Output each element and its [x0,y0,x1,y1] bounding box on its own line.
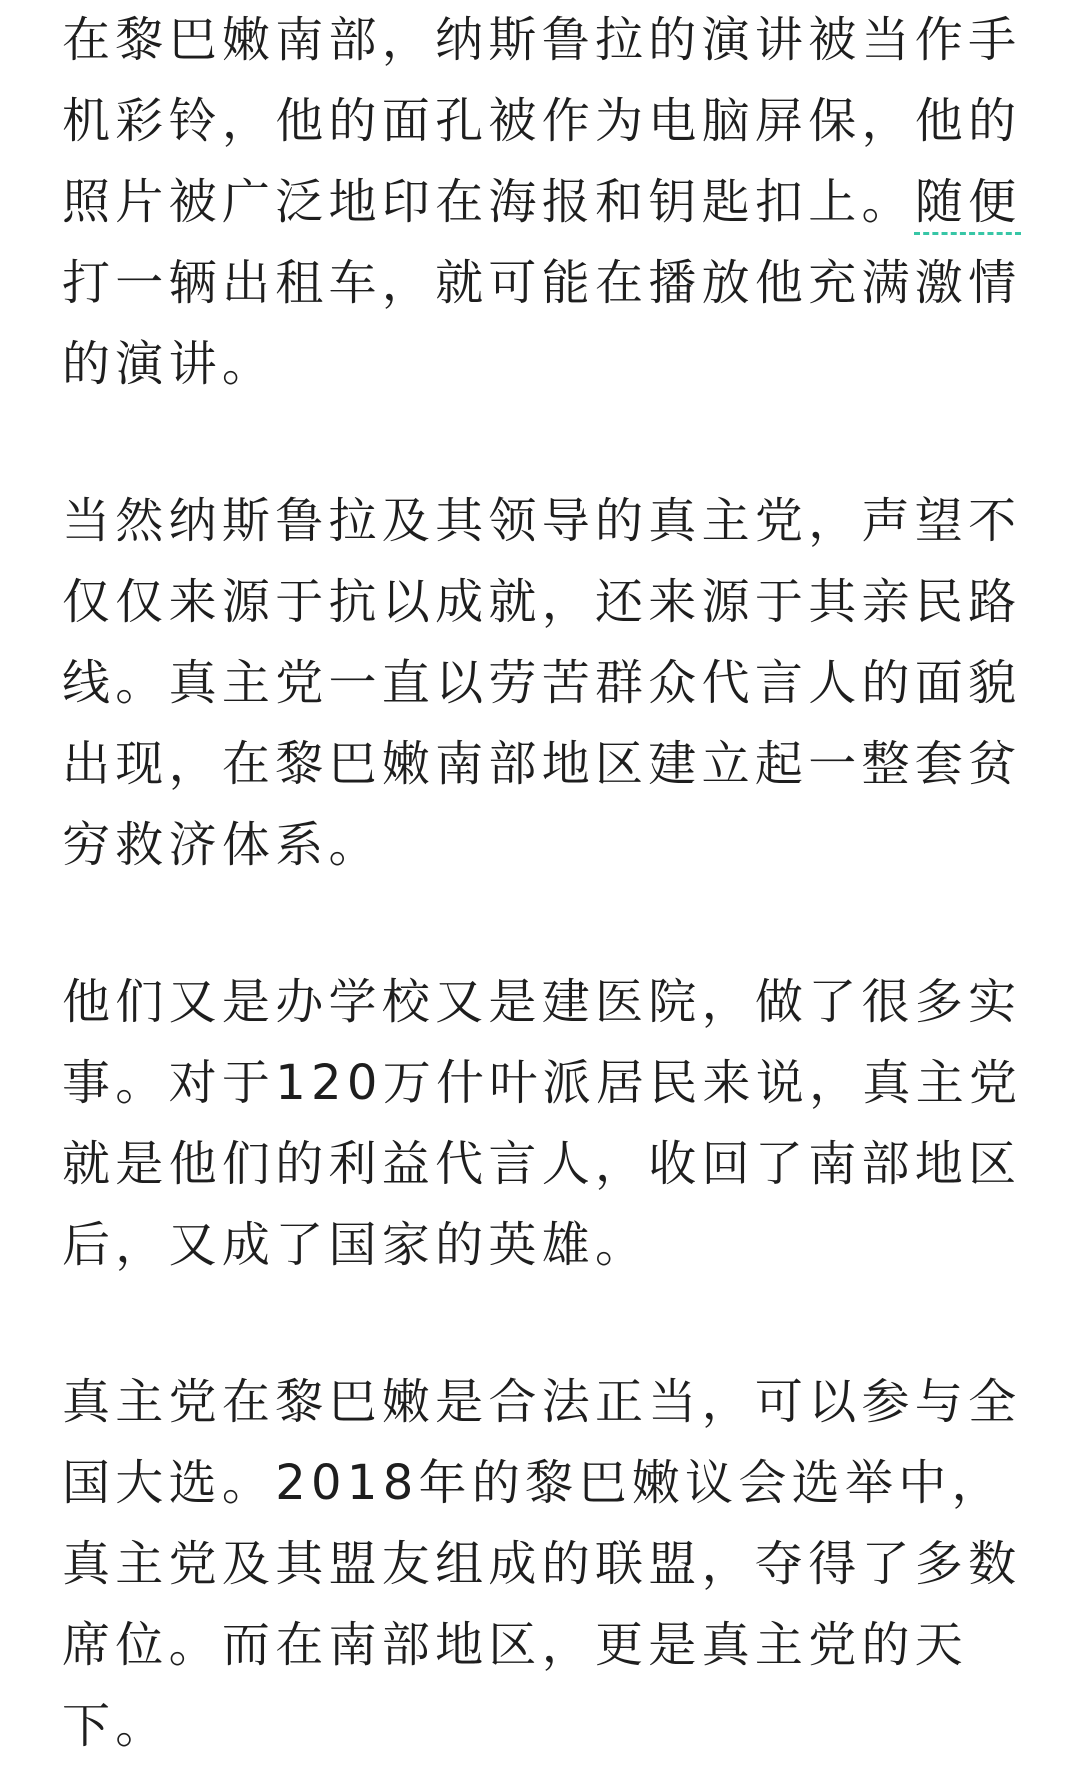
paragraph-line: 后，又成了国家的英雄。 [62,1217,649,1273]
paragraph-4 [62,1362,1022,1767]
paragraph-gap [62,405,1022,481]
paragraph-2 [62,481,1022,886]
paragraph-line: 真主党及其盟友组成的联盟，夺得了多数 [62,1536,1022,1592]
paragraph-1 [62,0,1022,405]
paragraph-line: 他们又是办学校又是建医院，做了很多实 [62,974,1022,1030]
paragraph-line: 真主党在黎巴嫩是合法正当，可以参与全 [62,1374,1022,1430]
paragraph-line: 席位。而在南部地区，更是真主党的天 [62,1617,969,1673]
paragraph-line: 当然纳斯鲁拉及其领导的真主党，声望不 [62,493,1022,549]
paragraph-line: 国大选。2018年的黎巴嫩议会选举中， [62,1455,1005,1511]
paragraph-line: 的演讲。 [62,336,276,392]
paragraph-3 [62,962,1022,1286]
paragraph-line: 打一辆出租车，就可能在播放他充满激情 [62,255,1022,311]
paragraph-line: 出现，在黎巴嫩南部地区建立起一整套贫 [62,736,1022,792]
paragraph-line: 就是他们的利益代言人，收回了南部地区 [62,1136,1022,1192]
paragraph-line: 机彩铃，他的面孔被作为电脑屏保，他的 [62,93,1022,149]
paragraph-line: 穷救济体系。 [62,817,382,873]
paragraph-line: 在黎巴嫩南部，纳斯鲁拉的演讲被当作手 [62,12,1022,68]
paragraph-line [62,162,1022,243]
highlighted-keyword-link[interactable]: 随便 [914,174,1022,230]
paragraph-line: 仅仅来源于抗以成就，还来源于其亲民路 [62,574,1022,630]
paragraph-gap [62,1286,1022,1362]
paragraph-line: 下。 [62,1698,169,1754]
paragraph-line: 线。真主党一直以劳苦群众代言人的面貌 [62,655,1022,711]
paragraph-line: 事。对于120万什叶派居民来说，真主党 [62,1055,1023,1111]
paragraph-line-text: 照片被广泛地印在海报和钥匙扣上。 [62,174,915,230]
paragraph-gap [62,886,1022,962]
article-body [62,0,1022,1767]
